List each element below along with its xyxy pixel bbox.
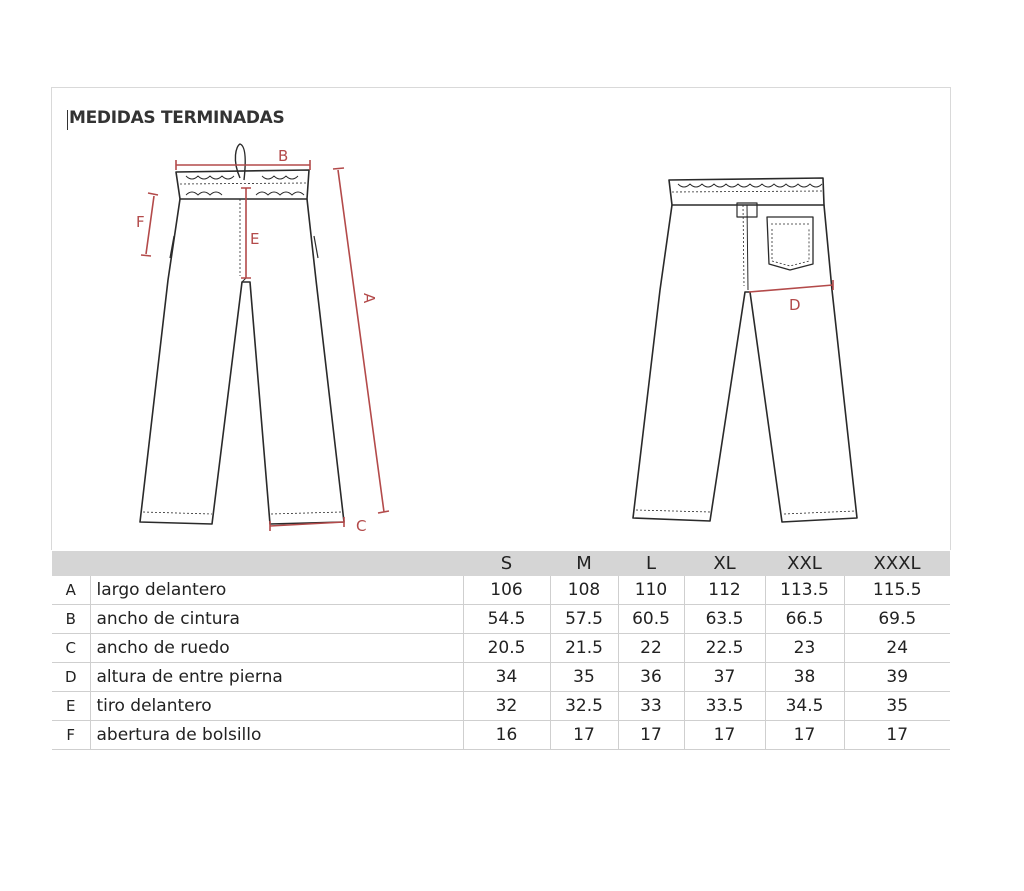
row-value: 16 [463, 721, 550, 750]
table-row [52, 721, 950, 750]
size-header: M [550, 551, 618, 576]
row-value: 54.5 [463, 605, 550, 634]
table-row [52, 605, 950, 634]
row-code: A [52, 576, 90, 605]
row-value: 33 [618, 692, 684, 721]
dimension-label-b: B [278, 147, 289, 165]
row-code: F [52, 721, 90, 750]
size-header: XXL [765, 551, 844, 576]
row-value: 113.5 [765, 576, 844, 605]
row-code: D [52, 663, 90, 692]
size-header: XXXL [844, 551, 950, 576]
row-value: 32 [463, 692, 550, 721]
dimension-label-a: A [360, 293, 378, 304]
row-value: 17 [844, 721, 950, 750]
dimension-label-f: F [136, 213, 145, 231]
front-pants-drawing [140, 144, 344, 524]
table-row [52, 634, 950, 663]
size-table [52, 551, 950, 750]
dimension-label-d: D [789, 296, 801, 314]
row-value: 112 [684, 576, 765, 605]
size-header: XL [684, 551, 765, 576]
row-value: 35 [550, 663, 618, 692]
row-label: tiro delantero [90, 692, 463, 721]
row-value: 17 [684, 721, 765, 750]
row-value: 20.5 [463, 634, 550, 663]
row-value: 57.5 [550, 605, 618, 634]
size-header: S [463, 551, 550, 576]
back-pants-drawing [633, 178, 857, 522]
row-value: 17 [550, 721, 618, 750]
row-value: 106 [463, 576, 550, 605]
row-value: 17 [765, 721, 844, 750]
row-code: E [52, 692, 90, 721]
row-label: ancho de ruedo [90, 634, 463, 663]
row-value: 33.5 [684, 692, 765, 721]
row-label: altura de entre pierna [90, 663, 463, 692]
row-value: 22 [618, 634, 684, 663]
row-value: 60.5 [618, 605, 684, 634]
row-label: ancho de cintura [90, 605, 463, 634]
row-value: 115.5 [844, 576, 950, 605]
row-value: 38 [765, 663, 844, 692]
row-value: 110 [618, 576, 684, 605]
header-blank [52, 551, 90, 576]
row-value: 21.5 [550, 634, 618, 663]
row-value: 39 [844, 663, 950, 692]
row-value: 37 [684, 663, 765, 692]
page-title: MEDIDAS TERMINADAS [69, 108, 285, 128]
row-value: 35 [844, 692, 950, 721]
header-blank [90, 551, 463, 576]
row-label: largo delantero [90, 576, 463, 605]
row-value: 17 [618, 721, 684, 750]
row-value: 108 [550, 576, 618, 605]
dimension-label-e: E [250, 230, 260, 248]
size-header: L [618, 551, 684, 576]
row-label: abertura de bolsillo [90, 721, 463, 750]
row-value: 32.5 [550, 692, 618, 721]
row-value: 23 [765, 634, 844, 663]
row-value: 69.5 [844, 605, 950, 634]
row-value: 34 [463, 663, 550, 692]
table-row [52, 663, 950, 692]
dimension-label-c: C [356, 517, 367, 535]
row-value: 63.5 [684, 605, 765, 634]
table-row [52, 692, 950, 721]
row-value: 66.5 [765, 605, 844, 634]
row-value: 22.5 [684, 634, 765, 663]
row-code: B [52, 605, 90, 634]
table-row [52, 576, 950, 605]
row-code: C [52, 634, 90, 663]
row-value: 36 [618, 663, 684, 692]
back-dimension-lines [749, 280, 833, 292]
row-value: 24 [844, 634, 950, 663]
size-header-row [52, 551, 950, 576]
row-value: 34.5 [765, 692, 844, 721]
